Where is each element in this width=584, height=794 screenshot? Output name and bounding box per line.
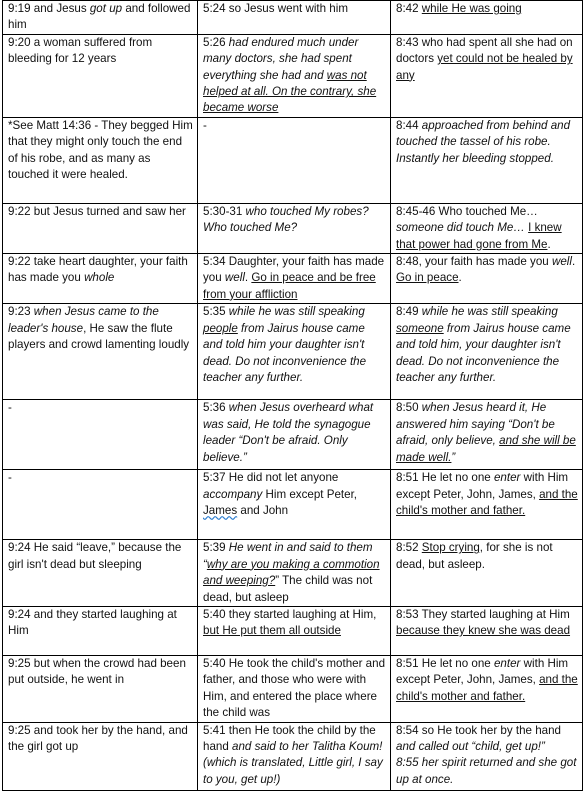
- cell-text: people: [203, 321, 238, 335]
- matthew-cell: [3, 1, 198, 35]
- cell-text: ” The child was not dead, but asleep: [203, 574, 373, 604]
- cell-text: 8:43 who had spent all she had on doctors: [396, 35, 573, 66]
- cell-text: when Jesus heard it, He answered him saying “Don't be afraid, only believe,: [396, 401, 555, 448]
- cell-text: because they knew she was dead: [396, 624, 571, 638]
- luke-cell: [391, 254, 583, 304]
- luke-cell: [391, 117, 583, 203]
- mark-cell: [198, 117, 391, 203]
- cell-text: 9:24 He said “leave,” because the girl isn't dead but sleeping: [8, 541, 182, 571]
- mark-cell: [198, 203, 391, 253]
- luke-cell: [391, 540, 583, 607]
- cell-text: -: [8, 401, 12, 415]
- matthew-cell: [3, 655, 198, 722]
- matthew-cell: [3, 722, 198, 790]
- cell-text: approached from behind and touched the tassel of his robe. Instantly her bleeding stopped.: [396, 118, 571, 165]
- matthew-cell: [3, 117, 198, 203]
- matthew-cell: [3, 34, 198, 117]
- cell-text: 5:24 so Jesus went with him: [203, 2, 348, 15]
- luke-cell: [391, 400, 583, 470]
- table-body: [3, 1, 583, 791]
- cell-text: 5:36: [203, 401, 229, 415]
- cell-text: from Jairus house came and told him, your daughter isn't dead. Do not inconvenience the teacher any further.: [396, 321, 571, 384]
- cell-text: someone: [396, 321, 444, 335]
- mark-cell: [198, 722, 391, 790]
- mark-cell: [198, 606, 391, 655]
- cell-text: 8:48, your faith has made you: [396, 255, 552, 269]
- matthew-cell: [3, 540, 198, 607]
- cell-text: yet could not be healed by any: [396, 52, 573, 82]
- cell-text: got up: [89, 2, 123, 15]
- table-row: [3, 400, 583, 470]
- cell-text: *See Matt 14:36 - They begged Him that they might only touch the end of his robe, and as many as touched it were healed.: [8, 118, 193, 182]
- cell-text: 9:25 but when the crowd had been put outside, he went in: [8, 656, 186, 687]
- cell-text: 5:40 they started laughing at Him,: [203, 607, 377, 621]
- cell-text: Stop crying: [421, 541, 480, 555]
- cell-text: -: [8, 471, 12, 485]
- mark-cell: [198, 655, 391, 722]
- cell-text: well: [551, 255, 572, 269]
- cell-text: and the child's mother and father.: [396, 673, 578, 703]
- cell-text: had endured much under many doctors, she had spent everything she had and: [203, 35, 359, 82]
- cell-text: -: [203, 118, 207, 132]
- cell-text: 9:25 and took her by the hand, and the girl got up: [8, 723, 188, 753]
- table-row: [3, 304, 583, 400]
- matthew-cell: [3, 470, 198, 540]
- cell-text: .: [547, 237, 551, 251]
- cell-text: Go in peace: [396, 271, 459, 285]
- cell-text: someone did touch Me…: [396, 221, 529, 235]
- mark-cell: [198, 34, 391, 117]
- cell-text: Him except Peter,: [262, 487, 358, 501]
- table-row: [3, 34, 583, 117]
- table-row: [3, 117, 583, 203]
- luke-cell: [391, 34, 583, 117]
- cell-text: while he was still speaking: [228, 305, 365, 319]
- table-row: [3, 254, 583, 304]
- table-row: [3, 722, 583, 790]
- cell-text: 8:49: [396, 305, 422, 319]
- cell-text: 8:53 They started laughing at Him: [396, 607, 570, 621]
- luke-cell: [391, 655, 583, 722]
- cell-text: 5:40 He took the child's mother and father, and those who were with Him, and entered the place where the child was: [203, 656, 386, 720]
- cell-text: 5:35: [203, 305, 229, 319]
- cell-text: 9:22 but Jesus turned and saw her: [8, 204, 186, 218]
- mark-cell: [198, 470, 391, 540]
- cell-text: 8:45-46 Who touched Me…: [396, 204, 538, 218]
- cell-text: while he was still speaking: [421, 305, 558, 319]
- cell-text: but He put them all outside: [203, 624, 341, 638]
- cell-text: enter: [493, 656, 521, 670]
- mark-cell: [198, 540, 391, 607]
- luke-cell: [391, 304, 583, 400]
- cell-text: 8:51 He let no one: [396, 656, 494, 670]
- cell-text: with Him except Peter, John, James,: [396, 471, 569, 501]
- matthew-cell: [3, 304, 198, 400]
- cell-text: 8:44: [396, 118, 422, 132]
- cell-text: and called out “child, get up!”: [396, 739, 545, 753]
- cell-text: and the child's mother and father.: [396, 487, 578, 518]
- cell-text: , He saw the flute players and crowd lamenting loudly: [8, 321, 190, 352]
- mark-cell: [198, 400, 391, 470]
- gospel-comparison-table: [2, 0, 583, 791]
- luke-cell: [391, 722, 583, 790]
- cell-text: accompany: [203, 487, 263, 501]
- cell-text: 9:24 and they started laughing at Him: [8, 607, 177, 638]
- luke-cell: [391, 606, 583, 655]
- table-row: [3, 655, 583, 722]
- cell-text: 8:52: [396, 541, 422, 555]
- mark-cell: [198, 1, 391, 35]
- cell-text: well: [224, 271, 245, 285]
- cell-text: 5:34 Daughter, your faith has made you: [203, 255, 385, 285]
- cell-text: I knew that power had gone from Me: [396, 221, 562, 251]
- matthew-cell: [3, 606, 198, 655]
- luke-cell: [391, 470, 583, 540]
- table-row: [3, 203, 583, 253]
- cell-text: 5:26: [203, 35, 229, 49]
- cell-text: 5:41 then He took the child by the hand: [203, 723, 376, 753]
- cell-text: 9:20 a woman suffered from bleeding for 12 years: [8, 35, 153, 66]
- cell-text: 9:23: [8, 305, 34, 319]
- cell-text: .: [244, 271, 252, 285]
- cell-text: 9:22 take heart daughter, your faith has made you: [8, 255, 188, 285]
- cell-text: and John: [237, 504, 289, 518]
- cell-text: when Jesus overheard what was said, He told the synagogue leader “Don't be afraid. Only believe.”: [203, 401, 374, 464]
- matthew-cell: [3, 254, 198, 304]
- cell-text: was not helped at all. On the contrary, she became worse: [203, 68, 377, 115]
- cell-text: 8:42: [396, 2, 422, 15]
- cell-text: ”: [451, 450, 456, 464]
- matthew-cell: [3, 400, 198, 470]
- cell-text: 9:19 and Jesus: [8, 2, 90, 15]
- mark-cell: [198, 254, 391, 304]
- cell-text: 8:51 He let no one: [396, 471, 494, 485]
- mark-cell: [198, 304, 391, 400]
- table-row: [3, 606, 583, 655]
- cell-text: , for she is not dead, but asleep.: [396, 541, 553, 571]
- cell-text: who touched My robes? Who touched Me?: [203, 204, 369, 235]
- cell-text: 5:39: [203, 541, 229, 555]
- cell-text: and followed him: [8, 2, 191, 32]
- luke-cell: [391, 203, 583, 253]
- table-row: [3, 470, 583, 540]
- cell-text: 8:55 her spirit returned and she got up at once.: [396, 756, 577, 786]
- cell-text: when Jesus came to the leader's house: [8, 305, 159, 335]
- cell-text: and she will be made well.: [396, 434, 576, 464]
- cell-text: with Him except Peter, John, James,: [396, 656, 569, 687]
- cell-text: Go in peace and be free from your affliction: [203, 271, 376, 301]
- luke-cell: [391, 1, 583, 35]
- cell-text: .: [458, 271, 462, 285]
- cell-text: 5:30-31: [203, 204, 246, 218]
- cell-text: 8:50: [396, 401, 422, 415]
- cell-text: and said to her Talitha Koum! (which is translated, Little girl, I say to you, get up!): [203, 739, 383, 786]
- cell-text: whole: [84, 271, 115, 285]
- table-row: [3, 1, 583, 35]
- cell-text: enter: [493, 471, 521, 485]
- matthew-cell: [3, 203, 198, 253]
- cell-text: why are you making a commotion and weeping?: [203, 557, 380, 588]
- cell-text: 8:54 so He took her by the hand: [396, 723, 562, 737]
- cell-text: while He was going: [421, 2, 522, 15]
- cell-text: James: [203, 504, 238, 518]
- table-row: [3, 540, 583, 607]
- cell-text: 5:37 He did not let anyone: [203, 471, 339, 485]
- cell-text: He went in and said to them “: [203, 541, 373, 571]
- cell-text: from Jairus house came and told him your daughter isn't dead. Do not inconvenience the teacher any further.: [203, 321, 367, 384]
- cell-text: .: [571, 255, 576, 269]
